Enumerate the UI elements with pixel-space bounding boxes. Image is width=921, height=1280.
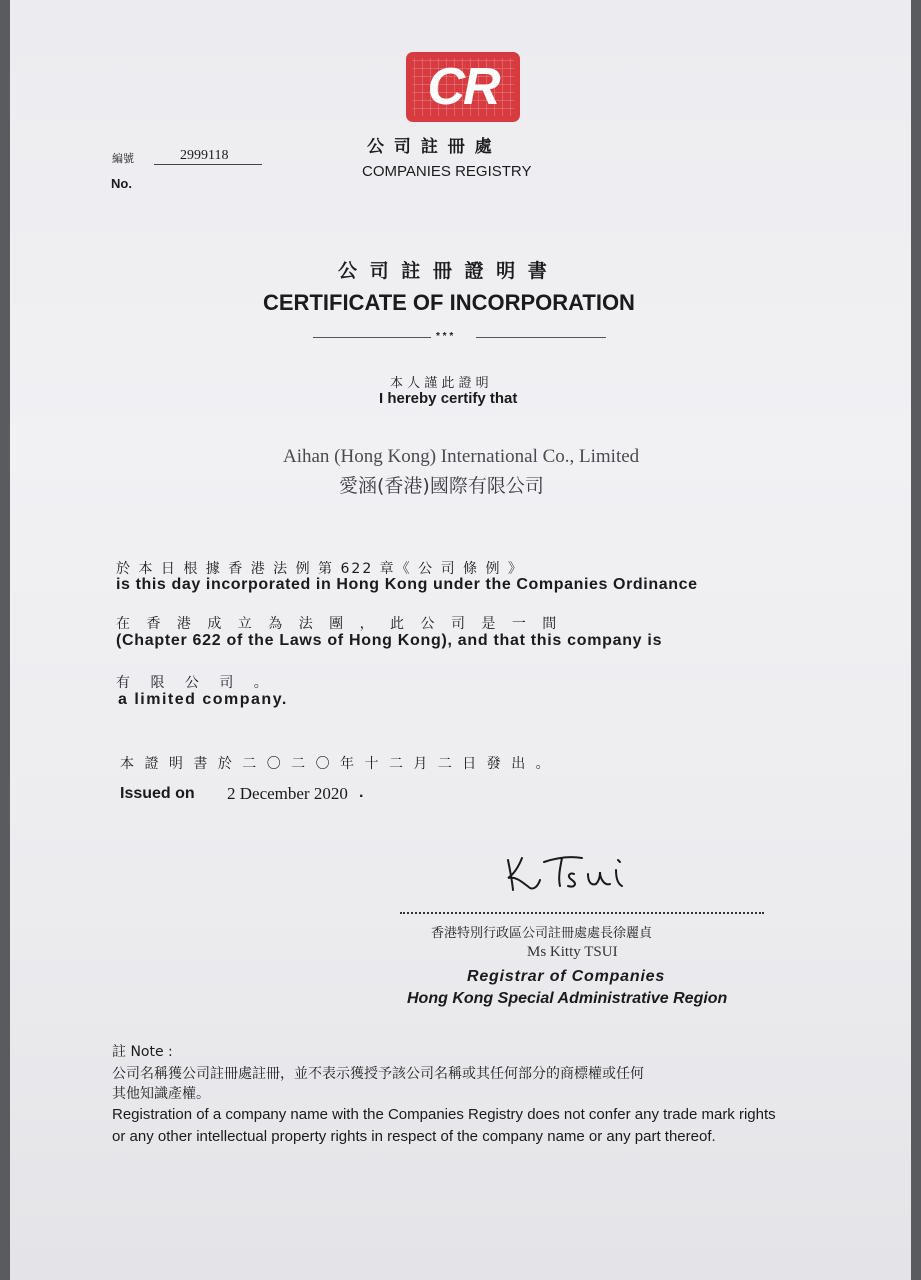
body-line3-en: a limited company.	[118, 691, 288, 708]
note-en-line2: or any other intellectual property rights in respect of the company name or any part thereof.	[112, 1128, 716, 1145]
title-zh: 公 司 註 冊 證 明 書	[338, 260, 550, 282]
company-name-zh: 愛涵(香港)國際有限公司	[339, 475, 544, 497]
note-zh-line1: 公司名稱獲公司註冊處註冊，並不表示獲授予該公司名稱或其任何部分的商標權或任何	[112, 1066, 644, 1082]
note-label: 註 Note :	[112, 1044, 173, 1060]
registrar-name: Ms Kitty TSUI	[527, 944, 618, 960]
body-line1-zh: 於 本 日 根 據 香 港 法 例 第 622 章《 公 司 條 例 》	[116, 561, 524, 577]
body-line2-en: (Chapter 622 of the Laws of Hong Kong), and that this company is	[116, 632, 663, 649]
registrar-title-zh: 香港特別行政區公司註冊處處長徐麗貞	[431, 926, 653, 941]
registry-name-zh: 公 司 註 冊 處	[367, 137, 494, 157]
title-en: CERTIFICATE OF INCORPORATION	[263, 290, 635, 315]
companies-registry-logo	[406, 52, 520, 122]
registrar-title-en-1: Registrar of Companies	[467, 968, 666, 985]
issued-period: .	[359, 784, 364, 801]
note-en-line1: Registration of a company name with the Companies Registry does not confer any trade mark rights	[112, 1106, 776, 1123]
certify-en: I hereby certify that	[379, 390, 518, 407]
number-label-en: No.	[111, 176, 132, 191]
issued-zh: 本 證 明 書 於 二 〇 二 〇 年 十 二 月 二 日 發 出 。	[120, 756, 553, 772]
registry-name-en: COMPANIES REGISTRY	[362, 163, 532, 180]
certificate-number: 2999118	[154, 148, 262, 165]
number-label-zh: 編號	[112, 152, 134, 165]
certificate-paper	[10, 0, 911, 1280]
ornament-rule-right	[476, 337, 606, 338]
issued-label-en: Issued on	[120, 785, 195, 802]
title-ornament: * * *	[436, 331, 454, 342]
registrar-title-en-2: Hong Kong Special Administrative Region	[407, 990, 728, 1007]
issued-date: 2 December 2020	[227, 784, 348, 803]
body-line2-zh: 在 香 港 成 立 為 法 團 ， 此 公 司 是 一 間	[116, 616, 563, 632]
company-name-en: Aihan (Hong Kong) International Co., Limited	[283, 446, 640, 467]
certify-zh: 本 人 謹 此 證 明	[390, 376, 489, 391]
note-zh-line2: 其他知識產權。	[112, 1086, 210, 1102]
logo-text: CR	[427, 58, 499, 116]
signature-line	[400, 912, 764, 914]
body-line3-zh: 有 限 公 司 。	[116, 675, 276, 691]
body-line1-en: is this day incorporated in Hong Kong under the Companies Ordinance	[116, 576, 698, 593]
ornament-rule-left	[313, 337, 431, 338]
registrar-signature	[500, 846, 650, 896]
